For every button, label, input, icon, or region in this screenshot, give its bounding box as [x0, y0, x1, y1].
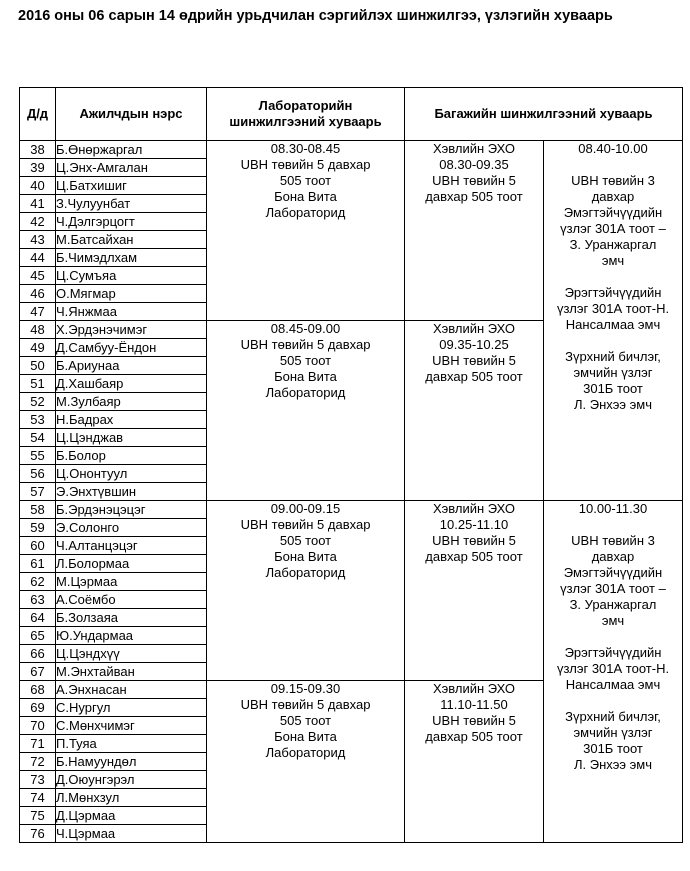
lab-schedule-line: UBH төвийн 5 давхар — [240, 337, 371, 352]
exam-info-line: эмчийн үзлэг — [573, 725, 653, 740]
employee-name: Л.Мөнхзул — [56, 789, 207, 807]
table-body — [20, 141, 683, 843]
header-no: Д/д — [20, 88, 56, 141]
employee-name: Ц.Энх-Амгалан — [56, 159, 207, 177]
lab-schedule-line: 09.15-09.30 — [270, 681, 341, 696]
exam-info-line: UBH төвийн 3 — [571, 173, 655, 188]
header-lab: Лабораторийн шинжилгээний хуваарь — [207, 88, 405, 141]
employee-name: Э.Солонго — [56, 519, 207, 537]
exam-info-line: UBH төвийн 3 — [571, 533, 655, 548]
row-number: 75 — [20, 807, 56, 825]
exam-info-line: давхар — [591, 549, 635, 564]
employee-name: Н.Бадрах — [56, 411, 207, 429]
header-name: Ажилчдын нэрс — [56, 88, 207, 141]
ultrasound-schedule-line: UBH төвийн 5 — [432, 533, 516, 548]
exam-info-line: 301Б тоот — [583, 381, 643, 396]
row-number: 47 — [20, 303, 56, 321]
employee-name: Ч.Алтанцэцэг — [56, 537, 207, 555]
lab-schedule-line: Лабораторид — [265, 385, 346, 400]
row-number: 42 — [20, 213, 56, 231]
lab-schedule-line: 505 тоот — [279, 173, 332, 188]
employee-name: О.Мягмар — [56, 285, 207, 303]
row-number: 39 — [20, 159, 56, 177]
employee-name: Ц.Ононтуул — [56, 465, 207, 483]
employee-name: М.Зулбаяр — [56, 393, 207, 411]
employee-name: Ц.Цэнджав — [56, 429, 207, 447]
exam-info-line: эмч — [601, 253, 625, 268]
lab-schedule-line: UBH төвийн 5 давхар — [240, 157, 371, 172]
row-number: 46 — [20, 285, 56, 303]
exam-info-line: Л. Энхээ эмч — [574, 397, 652, 412]
exam-info-line: Нансалмаа эмч — [565, 317, 661, 332]
row-number: 43 — [20, 231, 56, 249]
exam-info-line: Нансалмаа эмч — [565, 677, 661, 692]
ultrasound-schedule-line: Хэвлийн ЭХО — [432, 321, 516, 336]
ultrasound-schedule-cell — [405, 501, 544, 681]
lab-schedule-line: 505 тоот — [279, 533, 332, 548]
row-number: 76 — [20, 825, 56, 843]
employee-name: Д.Оюунгэрэл — [56, 771, 207, 789]
employee-name: Ч.Цэрмаа — [56, 825, 207, 843]
employee-name: Э.Энхтүвшин — [56, 483, 207, 501]
employee-name: Ц.Сумъяа — [56, 267, 207, 285]
exam-time: 10.00-11.30 — [578, 501, 648, 516]
employee-name: Д.Цэрмаа — [56, 807, 207, 825]
employee-name: С.Нургул — [56, 699, 207, 717]
row-number: 55 — [20, 447, 56, 465]
exam-info-line: З. Уранжаргал — [569, 237, 657, 252]
row-number: 45 — [20, 267, 56, 285]
table-header-row — [20, 88, 683, 141]
employee-name: Б.Өнөржаргал — [56, 141, 207, 159]
employee-name: Х.Эрдэнэчимэг — [56, 321, 207, 339]
employee-name: Д.Самбуу-Ёндон — [56, 339, 207, 357]
exam-info-line: Зүрхний бичлэг, — [565, 709, 661, 724]
exam-info-line: эмч — [601, 613, 625, 628]
employee-name: М.Цэрмаа — [56, 573, 207, 591]
employee-name: Д.Хашбаяр — [56, 375, 207, 393]
row-number: 61 — [20, 555, 56, 573]
row-number: 56 — [20, 465, 56, 483]
row-number: 63 — [20, 591, 56, 609]
row-number: 54 — [20, 429, 56, 447]
row-number: 41 — [20, 195, 56, 213]
employee-name: А.Энхнасан — [56, 681, 207, 699]
employee-name: Ч.Янжмаа — [56, 303, 207, 321]
row-number: 51 — [20, 375, 56, 393]
ultrasound-schedule-line: Хэвлийн ЭХО — [432, 501, 516, 516]
row-number: 58 — [20, 501, 56, 519]
ultrasound-schedule-line: Хэвлийн ЭХО — [432, 141, 516, 156]
table-row — [20, 141, 683, 159]
employee-name: М.Энхтайван — [56, 663, 207, 681]
employee-name: Б.Ариунаа — [56, 357, 207, 375]
row-number: 59 — [20, 519, 56, 537]
ultrasound-schedule-line: UBH төвийн 5 — [432, 353, 516, 368]
employee-name: Б.Болор — [56, 447, 207, 465]
ultrasound-schedule-line: 08.30-09.35 — [439, 157, 509, 172]
exam-info-line: Эмэгтэйчүүдийн — [563, 565, 663, 580]
employee-name: Л.Болормаа — [56, 555, 207, 573]
row-number: 74 — [20, 789, 56, 807]
row-number: 48 — [20, 321, 56, 339]
employee-name: С.Мөнхчимэг — [56, 717, 207, 735]
exam-info-line: эмчийн үзлэг — [573, 365, 653, 380]
employee-name: А.Соёмбо — [56, 591, 207, 609]
exam-info-line: 301Б тоот — [583, 741, 643, 756]
lab-schedule-line: 505 тоот — [279, 353, 332, 368]
exam-time: 08.40-10.00 — [578, 141, 648, 156]
lab-schedule-line: 505 тоот — [279, 713, 332, 728]
exam-info-line: Эрэгтэйчүүдийн — [564, 645, 662, 660]
ultrasound-schedule-cell — [405, 141, 544, 321]
row-number: 50 — [20, 357, 56, 375]
lab-schedule-line: 08.45-09.00 — [270, 321, 341, 336]
row-number: 71 — [20, 735, 56, 753]
lab-schedule-cell — [207, 321, 405, 501]
employee-name: Б.Намуундөл — [56, 753, 207, 771]
lab-schedule-line: Бона Вита — [274, 369, 337, 384]
row-number: 49 — [20, 339, 56, 357]
row-number: 60 — [20, 537, 56, 555]
ultrasound-schedule-line: Хэвлийн ЭХО — [432, 681, 516, 696]
exam-info-line: Зүрхний бичлэг, — [565, 349, 661, 364]
row-number: 66 — [20, 645, 56, 663]
exam-info-line: үзлэг 301А тоот-Н. — [556, 301, 670, 316]
document-title: 2016 оны 06 сарын 14 өдрийн урьдчилан сэргийлэх шинжилгээ, үзлэгийн хуваарь — [18, 8, 613, 24]
exam-info-line: үзлэг 301А тоот-Н. — [556, 661, 670, 676]
row-number: 65 — [20, 627, 56, 645]
row-number: 52 — [20, 393, 56, 411]
ultrasound-schedule-line: 09.35-10.25 — [439, 337, 509, 352]
lab-schedule-line: Лабораторид — [265, 565, 346, 580]
employee-name: Ц.Цэндхүү — [56, 645, 207, 663]
ultrasound-schedule-line: UBH төвийн 5 — [432, 713, 516, 728]
ultrasound-schedule-line: давхар 505 тоот — [425, 189, 523, 204]
employee-name: Ч.Дэлгэрцогт — [56, 213, 207, 231]
ultrasound-schedule-cell — [405, 321, 544, 501]
exam-schedule-cell — [544, 501, 683, 843]
exam-info-line: Эрэгтэйчүүдийн — [564, 285, 662, 300]
table-row — [20, 501, 683, 519]
row-number: 68 — [20, 681, 56, 699]
employee-name: Ц.Батхишиг — [56, 177, 207, 195]
row-number: 57 — [20, 483, 56, 501]
ultrasound-schedule-line: давхар 505 тоот — [425, 369, 523, 384]
exam-info-line: үзлэг 301А тоот – — [560, 581, 666, 596]
ultrasound-schedule-line: 10.25-11.10 — [439, 517, 509, 532]
lab-schedule-line: Бона Вита — [274, 729, 337, 744]
exam-info-line: З. Уранжаргал — [569, 597, 657, 612]
exam-info-line: үзлэг 301А тоот – — [560, 221, 666, 236]
lab-schedule-line: Бона Вита — [274, 549, 337, 564]
lab-schedule-line: Лабораторид — [265, 205, 346, 220]
exam-info-line: Л. Энхээ эмч — [574, 757, 652, 772]
lab-schedule-line: Бона Вита — [274, 189, 337, 204]
lab-schedule-cell — [207, 141, 405, 321]
lab-schedule-cell — [207, 681, 405, 843]
ultrasound-schedule-line: 11.10-11.50 — [440, 697, 508, 712]
lab-schedule-line: Лабораторид — [265, 745, 346, 760]
exam-info-line: давхар — [591, 189, 635, 204]
row-number: 53 — [20, 411, 56, 429]
lab-schedule-line: UBH төвийн 5 давхар — [240, 697, 371, 712]
row-number: 67 — [20, 663, 56, 681]
row-number: 38 — [20, 141, 56, 159]
employee-name: Ю.Ундармаа — [56, 627, 207, 645]
ultrasound-schedule-line: UBH төвийн 5 — [432, 173, 516, 188]
row-number: 62 — [20, 573, 56, 591]
lab-schedule-line: 09.00-09.15 — [270, 501, 341, 516]
employee-name: З.Чулуунбат — [56, 195, 207, 213]
row-number: 69 — [20, 699, 56, 717]
ultrasound-schedule-line: давхар 505 тоот — [425, 729, 523, 744]
employee-name: М.Батсайхан — [56, 231, 207, 249]
employee-name: Б.Чимэдлхам — [56, 249, 207, 267]
employee-name: П.Туяа — [56, 735, 207, 753]
exam-info-line: Эмэгтэйчүүдийн — [563, 205, 663, 220]
employee-name: Б.Эрдэнэцэцэг — [56, 501, 207, 519]
lab-schedule-line: UBH төвийн 5 давхар — [240, 517, 371, 532]
row-number: 44 — [20, 249, 56, 267]
row-number: 40 — [20, 177, 56, 195]
row-number: 70 — [20, 717, 56, 735]
row-number: 72 — [20, 753, 56, 771]
ultrasound-schedule-cell — [405, 681, 544, 843]
employee-name: Б.Золзаяа — [56, 609, 207, 627]
lab-schedule-line: 08.30-08.45 — [270, 141, 341, 156]
ultrasound-schedule-line: давхар 505 тоот — [425, 549, 523, 564]
exam-schedule-cell — [544, 141, 683, 501]
lab-schedule-cell — [207, 501, 405, 681]
schedule-table — [19, 87, 683, 843]
row-number: 73 — [20, 771, 56, 789]
row-number: 64 — [20, 609, 56, 627]
header-equipment: Багажийн шинжилгээний хуваарь — [405, 88, 683, 141]
